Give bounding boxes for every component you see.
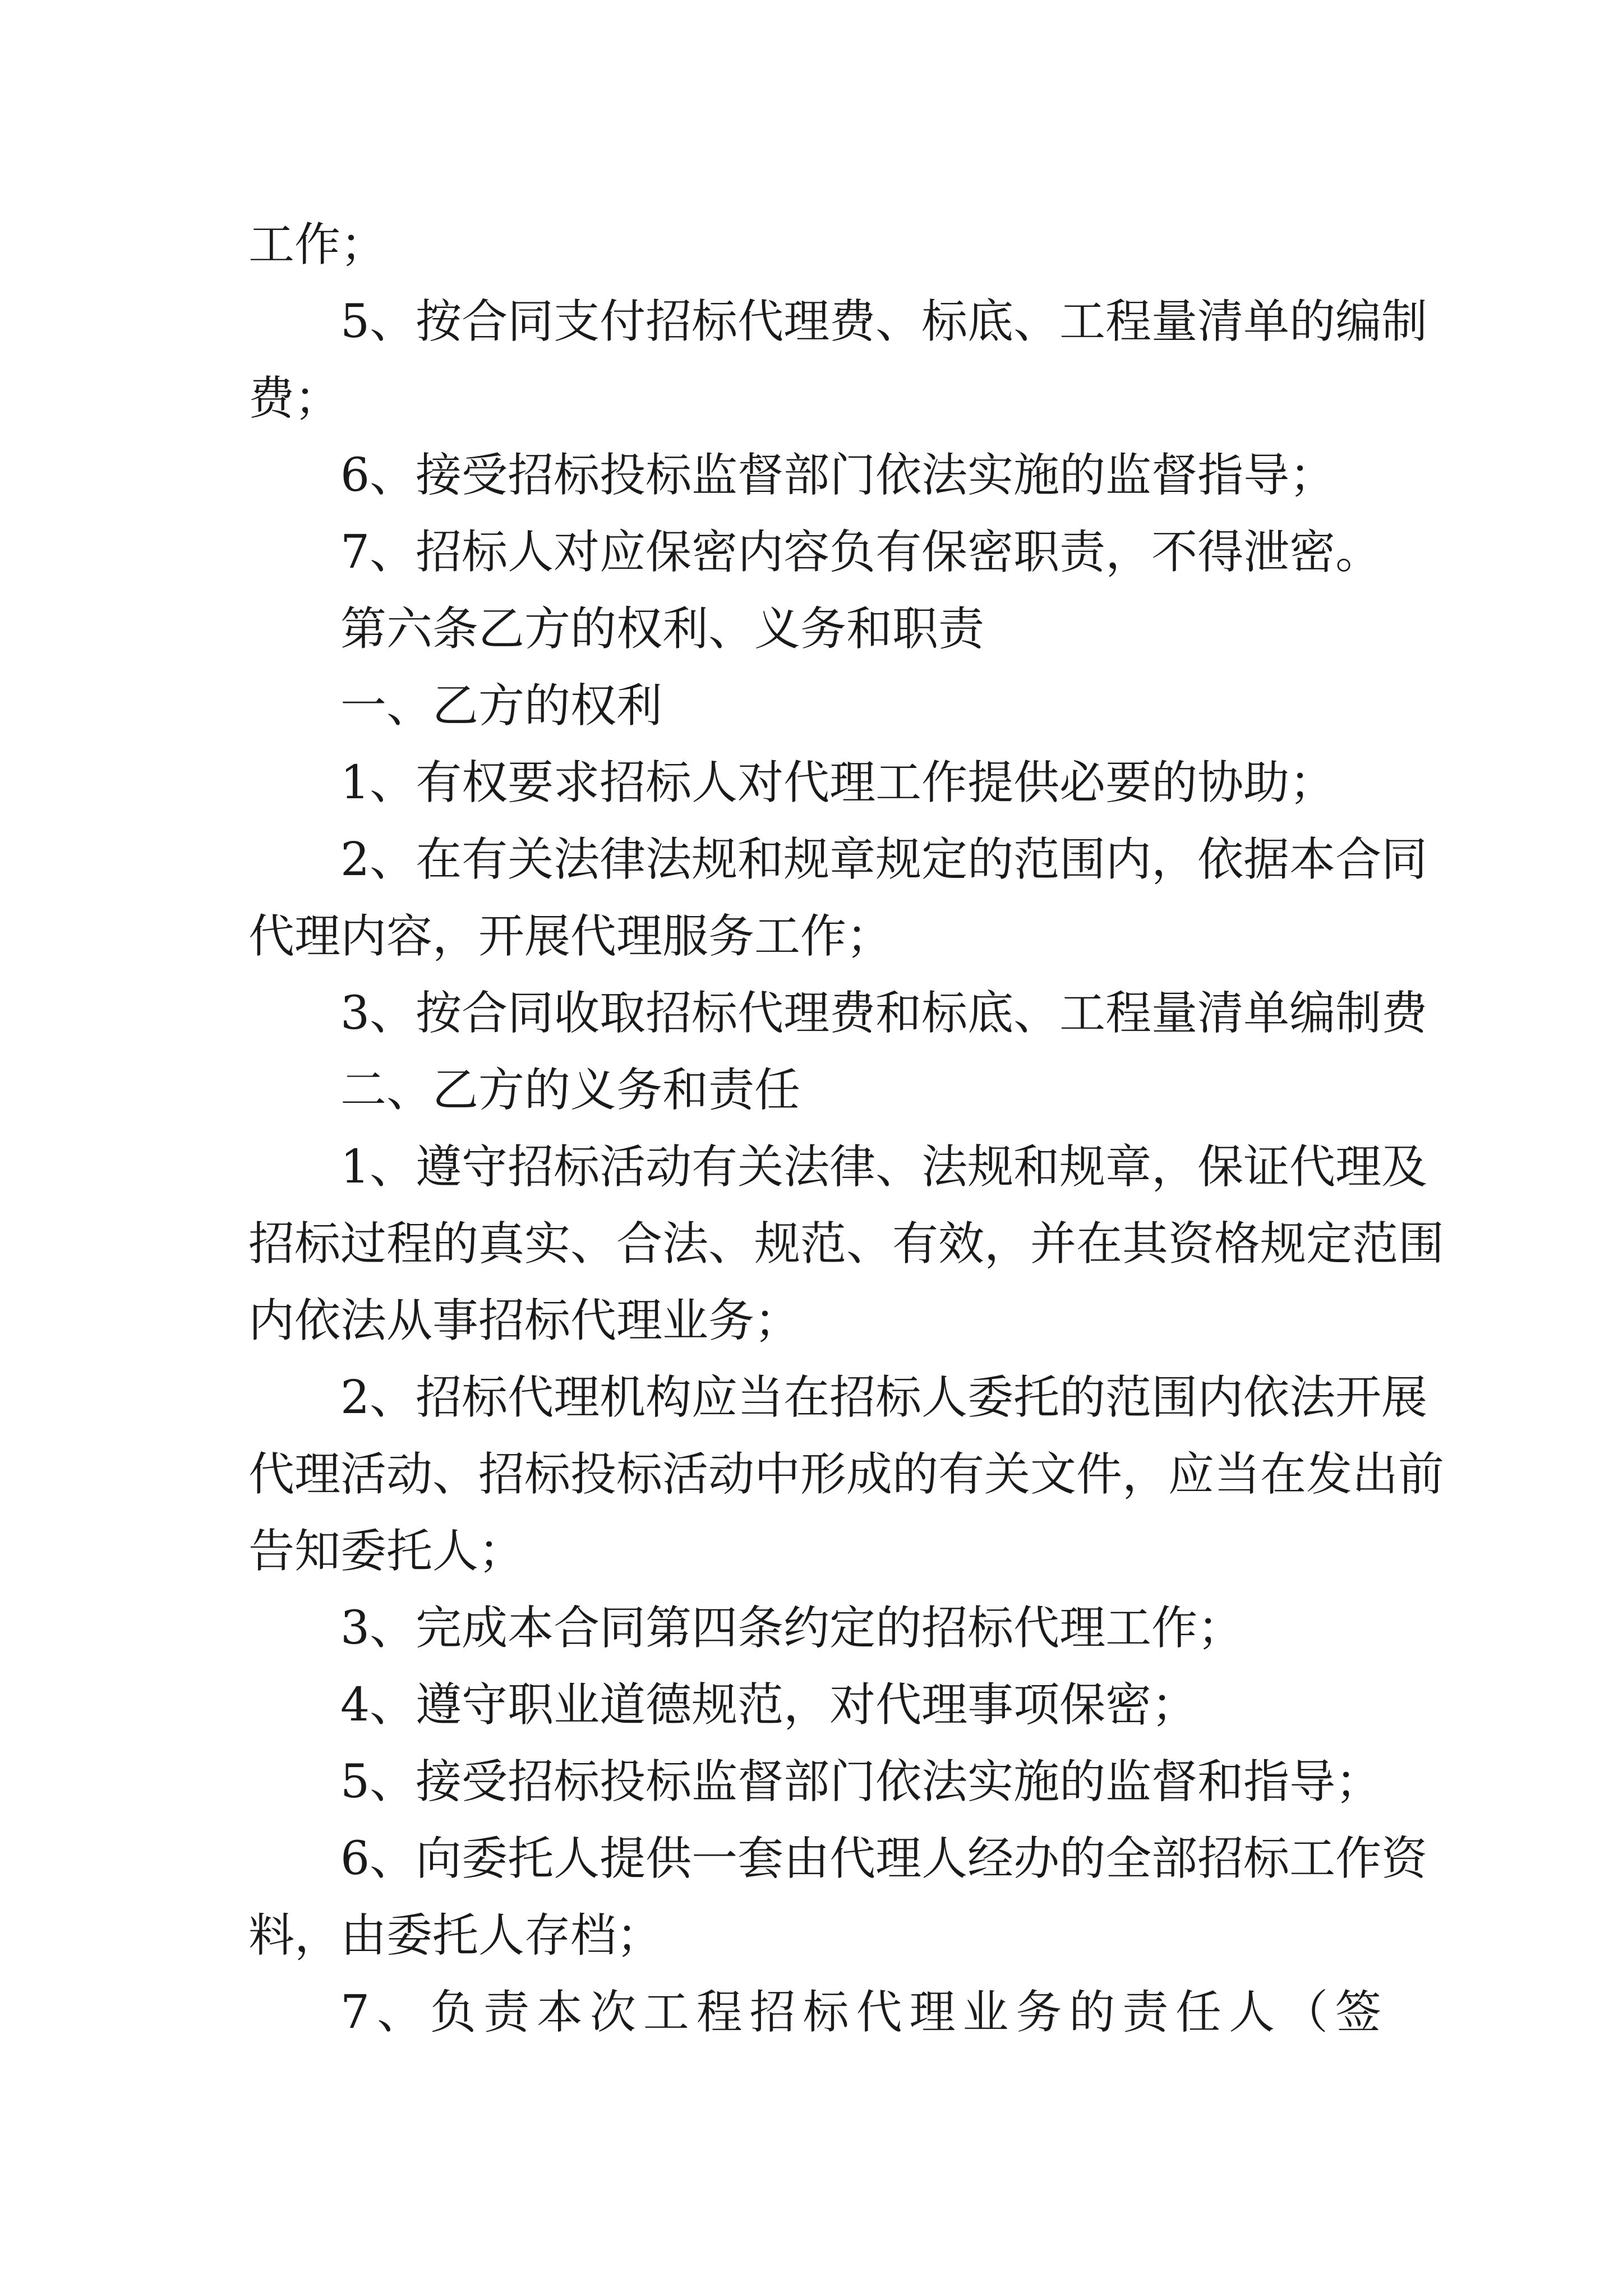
text-line: 招标过程的真实、合法、规范、有效，并在其资格规定范围 xyxy=(248,1217,1445,1271)
text-line: 7、招标人对应保密内容负有保密职责，不得泄密。 xyxy=(340,526,1382,579)
text-line: 工作； xyxy=(248,218,387,272)
text-line: 二、乙方的义务和责任 xyxy=(340,1064,801,1117)
text-line: 7、负责本次工程招标代理业务的责任人（签 xyxy=(340,1986,1381,2039)
text-line: 告知委托人； xyxy=(248,1525,525,1578)
text-line: 1、遵守招标活动有关法律、法规和规章，保证代理及 xyxy=(340,1140,1428,1194)
text-line: 2、招标代理机构应当在招标人委托的范围内依法开展 xyxy=(340,1371,1428,1424)
text-line: 费； xyxy=(248,372,341,425)
text-line: 6、接受招标投标监督部门依法实施的监督指导； xyxy=(340,449,1336,502)
text-line: 2、在有关法律法规和规章规定的范围内，依据本合同 xyxy=(340,833,1428,886)
text-line: 内依法从事招标代理业务； xyxy=(248,1294,801,1347)
text-line: 代理活动、招标投标活动中形成的有关文件，应当在发出前 xyxy=(248,1448,1445,1501)
text-line: 一、乙方的权利 xyxy=(340,679,663,733)
document-body xyxy=(248,206,1445,2051)
text-line: 5、接受招标投标监督部门依法实施的监督和指导； xyxy=(340,1755,1382,1809)
text-line: 5、按合同支付招标代理费、标底、工程量清单的编制 xyxy=(340,295,1428,348)
text-line: 第六条乙方的权利、义务和职责 xyxy=(340,602,985,656)
text-line: 4、遵守职业道德规范，对代理事项保密； xyxy=(340,1678,1198,1732)
text-line: 1、有权要求招标人对代理工作提供必要的协助； xyxy=(340,756,1336,809)
text-line: 料，由委托人存档； xyxy=(248,1909,663,1962)
text-line: 3、完成本合同第四条约定的招标代理工作； xyxy=(340,1602,1244,1655)
text-line: 代理内容，开展代理服务工作； xyxy=(248,910,893,963)
text-line: 3、按合同收取招标代理费和标底、工程量清单编制费 xyxy=(340,987,1428,1040)
text-line: 6、向委托人提供一套由代理人经办的全部招标工作资 xyxy=(340,1832,1428,1885)
